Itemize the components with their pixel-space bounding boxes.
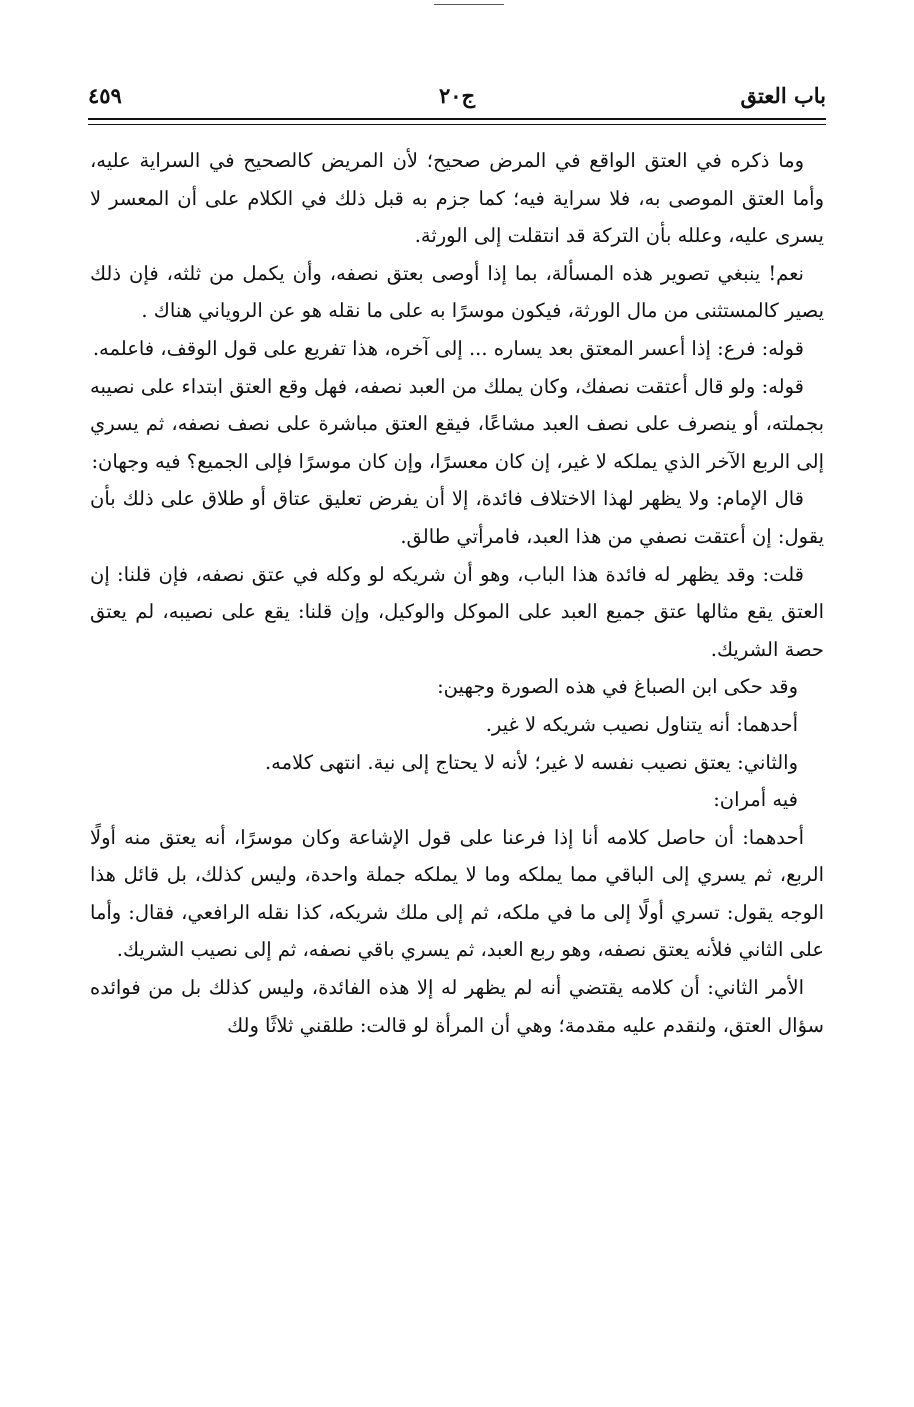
page-header bbox=[88, 76, 826, 116]
volume-number: ج٢٠ bbox=[438, 83, 476, 108]
paragraph: قوله: ولو قال أعتقت نصفك، وكان يملك من العبد نصفه، فهل وقع العتق ابتداء على نصيبه بجملته، أو ينصرف على نصف العبد مشاعًا، فيقع العتق مباشرة على نصف نصفه، ثم يسري إلى الربع الآخر الذي يملكه لا غير، إن كان معسرًا، وإن كان موسرًا فإلى الجميع؟ فيه وجهان: bbox=[90, 374, 824, 473]
paragraph: فيه أمران: bbox=[713, 788, 798, 812]
header-rule bbox=[88, 118, 826, 125]
page-number: ٤٥٩ bbox=[88, 83, 122, 108]
paragraph: وقد حكى ابن الصباغ في هذه الصورة وجهين: bbox=[437, 675, 798, 699]
paragraph: والثاني: يعتق نصيب نفسه لا غير؛ لأنه لا يحتاج إلى نية. انتهى كلامه. bbox=[264, 750, 798, 774]
top-mark bbox=[434, 4, 504, 5]
paragraph: الأمر الثاني: أن كلامه يقتضي أنه لم يظهر له إلا هذه الفائدة، وليس كذلك بل من فوائده سؤال العتق، ولنقدم عليه مقدمة؛ وهي أن المرأة لو قالت: طلقني ثلاثًا ولك bbox=[90, 976, 824, 1037]
paragraph: أحدهما: أن حاصل كلامه أنا إذا فرعنا على قول الإشاعة وكان موسرًا، أنه يعتق منه أولًا الربع، ثم يسري إلى الباقي مما يملكه وما لا يملكه جملة واحدة، وليس كذلك، بل قائل هذا الوجه يقول: تسري أولًا إلى ما في ملكه، ثم إلى ملك شريكه، كذا نقله الرافعي، فقال: وأما على الثاني فلأنه يعتق نصفه، وهو ربع العبد، ثم يسري باقي نصفه، ثم إلى نصيب الشريك. bbox=[90, 825, 824, 962]
paragraph: وما ذكره في العتق الواقع في المرض صحيح؛ لأن المريض كالصحيح في السراية عليه، وأما العتق الموصى به، فلا سراية فيه؛ كما جزم به قبل ذلك في الكلام على أن المعسر لا يسرى عليه، وعلله بأن التركة قد انتقلت إلى الورثة. bbox=[90, 149, 824, 248]
paragraph: قوله: فرع: إذا أعسر المعتق بعد يساره ... إلى آخره، هذا تفريع على قول الوقف، فاعلمه. bbox=[92, 336, 804, 360]
chapter-title: باب العتق bbox=[740, 83, 826, 108]
paragraph: أحدهما: أنه يتناول نصيب شريكه لا غير. bbox=[485, 712, 798, 736]
paragraph: قلت: وقد يظهر له فائدة هذا الباب، وهو أن شريكه لو وكله في عتق نصفه، فإن قلنا: إن العتق يقع مثالها عتق جميع العبد على الموكل والوكيل، وإن قلنا: يقع على نصيبه، لم يعتق حصة الشريك. bbox=[90, 562, 824, 661]
page-body bbox=[90, 142, 824, 1044]
paragraph: قال الإمام: ولا يظهر لهذا الاختلاف فائدة، إلا أن يفرض تعليق عتاق أو طلاق على ذلك بأن يقول: إن أعتقت نصفي من هذا العبد، فامرأتي طالق. bbox=[90, 487, 824, 548]
paragraph: نعم! ينبغي تصوير هذه المسألة، بما إذا أوصى بعتق نصفه، وأن يكمل من ثلثه، فإن ذلك يصير كالمستثنى من مال الورثة، فيكون موسرًا به على ما نقله هو عن الروياني هناك . bbox=[90, 261, 824, 323]
